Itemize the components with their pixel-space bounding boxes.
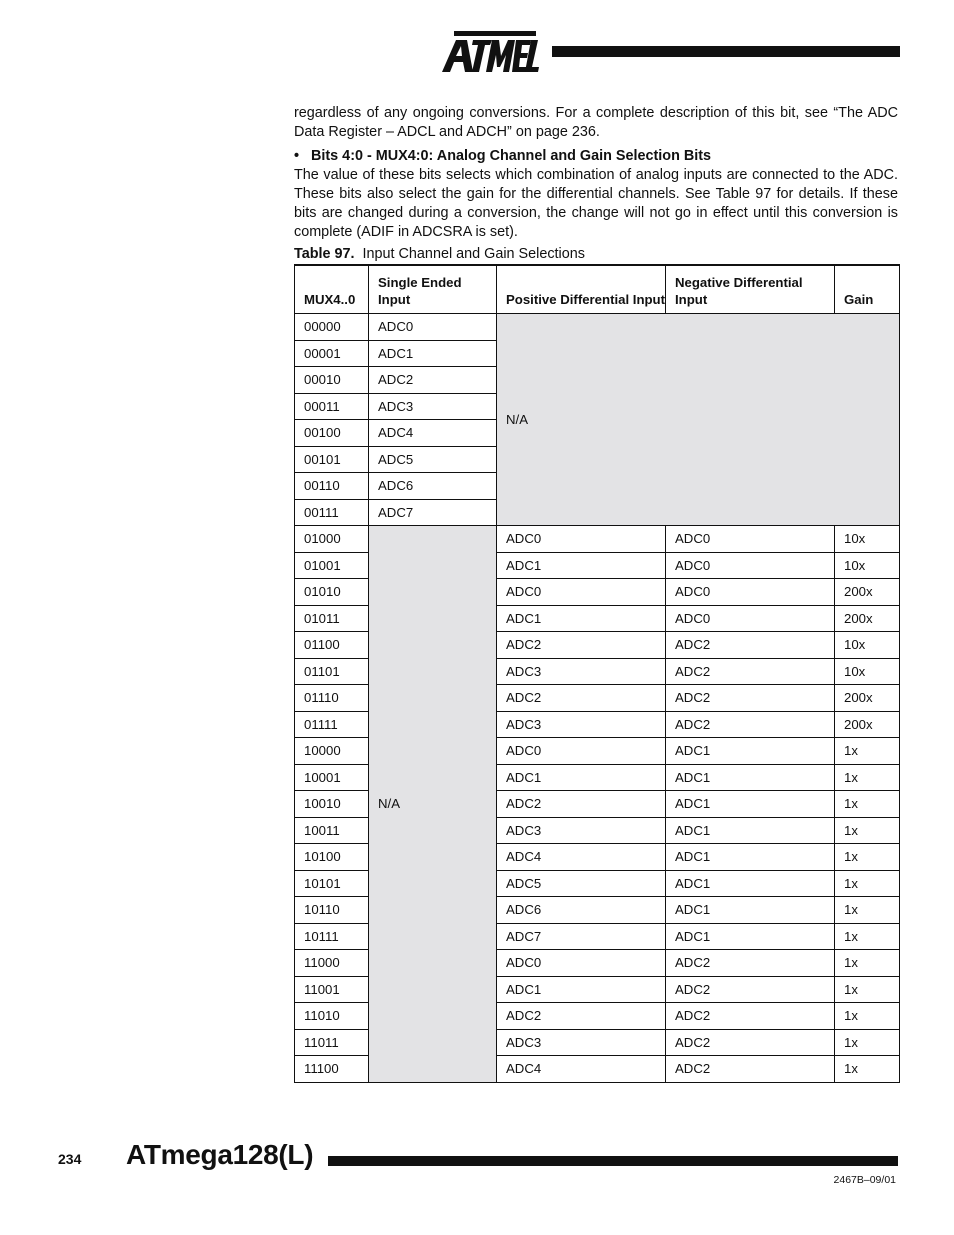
table-cell: 1x — [835, 923, 900, 950]
table-cell: ADC0 — [369, 314, 497, 341]
table-cell: 01101 — [295, 658, 369, 685]
table-cell: ADC0 — [666, 579, 835, 606]
table-cell: 1x — [835, 844, 900, 871]
table-cell: 00100 — [295, 420, 369, 447]
footer-rule — [328, 1156, 898, 1166]
table-cell: ADC1 — [497, 764, 666, 791]
table-cell: 10111 — [295, 923, 369, 950]
table-cell: 1x — [835, 1029, 900, 1056]
table-cell: 00011 — [295, 393, 369, 420]
table-cell: 200x — [835, 685, 900, 712]
table-cell: ADC7 — [369, 499, 497, 526]
bullet-heading — [294, 147, 898, 166]
table-cell: 00111 — [295, 499, 369, 526]
table-cell: ADC3 — [497, 1029, 666, 1056]
table-cell: 1x — [835, 897, 900, 924]
table-cell: 00101 — [295, 446, 369, 473]
table-cell: 10001 — [295, 764, 369, 791]
table-cell: ADC3 — [497, 658, 666, 685]
bullet-heading-text: Bits 4:0 - MUX4:0: Analog Channel and Gain Selection Bits — [311, 148, 712, 164]
table-header-cell: MUX4..0 — [295, 265, 369, 314]
table-cell: 00010 — [295, 367, 369, 394]
table-cell: 01100 — [295, 632, 369, 659]
table-cell: ADC1 — [369, 340, 497, 367]
table-cell: ADC1 — [666, 897, 835, 924]
table-cell: 1x — [835, 764, 900, 791]
table-header-cell: Positive Differential Input — [497, 265, 666, 314]
header-rule — [552, 46, 900, 57]
table-caption-number: Table 97. — [294, 246, 355, 262]
table-cell: 1x — [835, 1056, 900, 1083]
table-cell: 11000 — [295, 950, 369, 977]
doc-title: ATmega128(L) — [126, 1139, 314, 1170]
page-content — [294, 104, 898, 1083]
table-row — [295, 314, 900, 341]
table-cell: 01000 — [295, 526, 369, 553]
table-cell: 00110 — [295, 473, 369, 500]
table-cell: 10101 — [295, 870, 369, 897]
table-cell: ADC2 — [666, 658, 835, 685]
table-cell: 01010 — [295, 579, 369, 606]
table-cell: ADC1 — [497, 976, 666, 1003]
table-cell: ADC1 — [666, 923, 835, 950]
doc-code: 2467B–09/01 — [833, 1174, 896, 1186]
table-cell: 11001 — [295, 976, 369, 1003]
table-cell: ADC5 — [369, 446, 497, 473]
table-cell: ADC1 — [666, 870, 835, 897]
table-cell: 1x — [835, 738, 900, 765]
table-cell: ADC0 — [497, 738, 666, 765]
table-caption-title: Input Channel and Gain Selections — [362, 246, 585, 262]
table-cell: 10110 — [295, 897, 369, 924]
table-cell: ADC3 — [497, 817, 666, 844]
table-cell: ADC0 — [666, 552, 835, 579]
paragraph: regardless of any ongoing conversions. For a complete description of this bit, see “The ADC Data Register – ADCL and ADCH” on page 236. — [294, 105, 898, 140]
table-cell: ADC1 — [497, 605, 666, 632]
table-cell: ADC2 — [666, 1029, 835, 1056]
table-cell: 200x — [835, 711, 900, 738]
table-cell: 00001 — [295, 340, 369, 367]
table-cell: 00000 — [295, 314, 369, 341]
input-channel-table — [294, 264, 900, 1083]
table-cell: ADC2 — [369, 367, 497, 394]
table-cell: ADC7 — [497, 923, 666, 950]
table-row — [295, 526, 900, 553]
na-cell: N/A — [497, 314, 900, 526]
table-cell: ADC2 — [497, 1003, 666, 1030]
table-cell: ADC2 — [666, 632, 835, 659]
bullet-icon: • — [294, 148, 300, 164]
table-cell: ADC1 — [666, 844, 835, 871]
table-cell: ADC2 — [666, 950, 835, 977]
table-cell: ADC2 — [666, 711, 835, 738]
table-cell: ADC3 — [497, 711, 666, 738]
table-cell: ADC2 — [666, 976, 835, 1003]
table-header-cell: Single Ended Input — [369, 265, 497, 314]
table-cell: 01001 — [295, 552, 369, 579]
table-cell: 11100 — [295, 1056, 369, 1083]
table-cell: 11010 — [295, 1003, 369, 1030]
table-cell: 1x — [835, 976, 900, 1003]
table-header-cell: Negative Differential Input — [666, 265, 835, 314]
table-cell: ADC0 — [666, 526, 835, 553]
na-cell: N/A — [369, 526, 497, 1083]
table-cell: ADC2 — [497, 791, 666, 818]
table-cell: 1x — [835, 1003, 900, 1030]
table-cell: ADC6 — [497, 897, 666, 924]
table-cell: ADC0 — [666, 605, 835, 632]
table-cell: 200x — [835, 579, 900, 606]
table-cell: 200x — [835, 605, 900, 632]
table-cell: ADC2 — [497, 632, 666, 659]
table-cell: ADC5 — [497, 870, 666, 897]
table-cell: 01011 — [295, 605, 369, 632]
table-cell: ADC1 — [666, 791, 835, 818]
table-cell: 10000 — [295, 738, 369, 765]
table-cell: ADC4 — [497, 1056, 666, 1083]
table-cell: 10x — [835, 658, 900, 685]
table-cell: ADC1 — [666, 738, 835, 765]
table-cell: ADC1 — [497, 552, 666, 579]
table-cell: ADC2 — [497, 685, 666, 712]
page-number: 234 — [58, 1151, 82, 1167]
table-cell: ADC2 — [666, 1056, 835, 1083]
table-cell: ADC1 — [666, 817, 835, 844]
table-header-cell: Gain — [835, 265, 900, 314]
table-cell: ADC0 — [497, 526, 666, 553]
table-cell: 10011 — [295, 817, 369, 844]
table-cell: ADC2 — [666, 685, 835, 712]
paragraph: The value of these bits selects which combination of analog inputs are connected to the ADC. These bits also select the gain for the differential channels. See Table 97 for details. If these bits are changed during a conversion, the change will not go in effect until this conversion is complete (ADIF in ADCSRA is set). — [294, 167, 898, 240]
table-cell: 1x — [835, 870, 900, 897]
atmel-logo — [440, 28, 540, 76]
table-cell: ADC1 — [666, 764, 835, 791]
table-cell: 10010 — [295, 791, 369, 818]
table-cell: ADC0 — [497, 579, 666, 606]
table-cell: 10x — [835, 632, 900, 659]
table-header-row — [295, 265, 900, 314]
table-cell: 01110 — [295, 685, 369, 712]
table-cell: ADC3 — [369, 393, 497, 420]
table-cell: ADC6 — [369, 473, 497, 500]
table-cell: 10100 — [295, 844, 369, 871]
svg-text:ATMEL: ATMEL — [440, 28, 444, 29]
table-cell: 1x — [835, 817, 900, 844]
table-cell: 10x — [835, 552, 900, 579]
table-cell: ADC4 — [369, 420, 497, 447]
table-cell: 10x — [835, 526, 900, 553]
table-cell: 1x — [835, 791, 900, 818]
table-caption — [294, 245, 898, 264]
table-cell: 01111 — [295, 711, 369, 738]
table-cell: ADC0 — [497, 950, 666, 977]
table-cell: ADC2 — [666, 1003, 835, 1030]
table-cell: ADC4 — [497, 844, 666, 871]
table-cell: 11011 — [295, 1029, 369, 1056]
table-cell: 1x — [835, 950, 900, 977]
